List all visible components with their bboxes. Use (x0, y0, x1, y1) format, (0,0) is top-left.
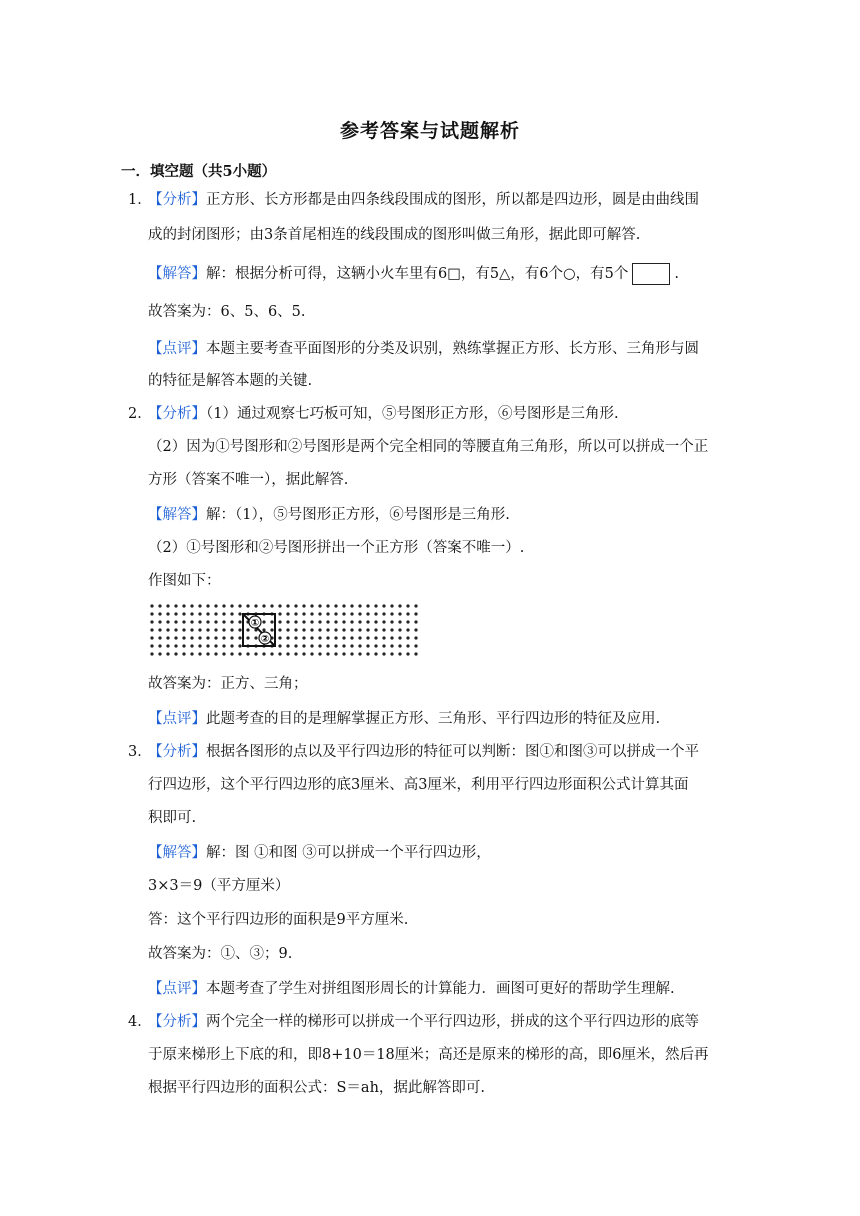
grid-dot (150, 612, 153, 615)
grid-dot (406, 620, 409, 623)
grid-dot (414, 652, 417, 655)
grid-dot (382, 612, 385, 615)
grid-dot (334, 636, 337, 639)
grid-dot (334, 644, 337, 647)
grid-dot (198, 604, 201, 607)
grid-dot (214, 612, 217, 615)
grid-dot (286, 636, 289, 639)
grid-dot (182, 628, 185, 631)
grid-dot (214, 604, 217, 607)
grid-dot (174, 612, 177, 615)
q3-number: 3． (128, 744, 152, 760)
grid-dot (182, 612, 185, 615)
fig-label-2: ② (260, 634, 270, 645)
q3-comment-text-1: 本题考查了学生对拼组图形周长的计算能力．画图可更好的帮助学生理解. (206, 981, 675, 997)
grid-dot (190, 644, 193, 647)
grid-dot (150, 636, 153, 639)
grid-dot (390, 652, 393, 655)
grid-dot (350, 636, 353, 639)
q1-comment-text-1: 本题主要考查平面图形的分类及识别，熟练掌握正方形、长方形、三角形与圆 (206, 341, 699, 357)
grid-dot (158, 644, 161, 647)
grid-dot (150, 620, 153, 623)
grid-dot (414, 612, 417, 615)
grid-dot (310, 604, 313, 607)
grid-dot (158, 652, 161, 655)
grid-dot (366, 620, 369, 623)
grid-dot (238, 612, 241, 615)
q2-answer-line-1 (148, 505, 510, 525)
grid-dot (230, 628, 233, 631)
grid-dot (254, 652, 257, 655)
grid-dot (358, 644, 361, 647)
grid-dot (390, 644, 393, 647)
page-title: 参考答案与试题解析 (339, 120, 520, 142)
grid-dot (326, 604, 329, 607)
grid-dot (382, 628, 385, 631)
q3-analysis-text-3: 积即可. (148, 810, 197, 826)
grid-dot (382, 652, 385, 655)
grid-dot (374, 620, 377, 623)
q2-draw-label: 作图如下： (148, 573, 221, 589)
grid-dot (318, 612, 321, 615)
grid-dot (174, 652, 177, 655)
grid-dot (182, 652, 185, 655)
grid-dot (262, 620, 265, 623)
grid-dot (158, 628, 161, 631)
grid-dot (358, 652, 361, 655)
grid-dot (318, 644, 321, 647)
grid-dot (182, 604, 185, 607)
q4-number: 4． (128, 1014, 152, 1030)
grid-dot (198, 652, 201, 655)
grid-dot (174, 636, 177, 639)
grid-dot (358, 604, 361, 607)
grid-dot (262, 652, 265, 655)
grid-dot (238, 620, 241, 623)
grid-dot (182, 636, 185, 639)
grid-dot (190, 612, 193, 615)
grid-dot (262, 604, 265, 607)
grid-dot (294, 644, 297, 647)
grid-dot (318, 620, 321, 623)
section-heading: 一．填空题（共5小题） (121, 163, 277, 180)
grid-dot (238, 652, 241, 655)
grid-dot (382, 644, 385, 647)
q3-analysis-text-2: 行四边形，这个平行四边形的底3厘米、高3厘米，利用平行四边形面积公式计算其面 (148, 777, 689, 793)
q2-analysis-tag: 【分析】 (148, 406, 206, 422)
grid-dot (214, 636, 217, 639)
grid-dot (310, 620, 313, 623)
grid-dot (398, 636, 401, 639)
grid-dot (230, 652, 233, 655)
grid-dot (150, 644, 153, 647)
grid-dot (318, 604, 321, 607)
grid-dot (350, 604, 353, 607)
grid-dot (182, 620, 185, 623)
dot-grid-svg (148, 600, 424, 662)
grid-dot (302, 612, 305, 615)
grid-dot (406, 628, 409, 631)
grid-dot (198, 636, 201, 639)
grid-dot (278, 628, 281, 631)
grid-dot (230, 612, 233, 615)
grid-dot (166, 604, 169, 607)
grid-dot (350, 644, 353, 647)
q2-comment-line-1 (148, 709, 660, 729)
grid-dot (414, 628, 417, 631)
grid-dot (334, 620, 337, 623)
grid-dot (310, 652, 313, 655)
grid-dot (286, 652, 289, 655)
grid-dot (326, 628, 329, 631)
grid-dot (166, 628, 169, 631)
q4-analysis-text-2: 于原来梯形上下底的和，即8+10＝18厘米；高还是原来的梯形的高，即6厘米，然后再 (148, 1047, 709, 1063)
grid-dot (230, 636, 233, 639)
q3-reply: 答：这个平行四边形的面积是9平方厘米. (148, 912, 409, 928)
grid-dot (294, 612, 297, 615)
grid-dot (382, 636, 385, 639)
grid-dot (326, 644, 329, 647)
grid-dot (390, 620, 393, 623)
q1-answer-text: 解：根据分析可得，这辆小火车里有6□，有5△，有6个○，有5个 (206, 266, 629, 282)
grid-dot (222, 636, 225, 639)
grid-dot (334, 604, 337, 607)
grid-dot (286, 612, 289, 615)
grid-dot (398, 644, 401, 647)
grid-dot (406, 604, 409, 607)
grid-dot (374, 636, 377, 639)
grid-dot (158, 636, 161, 639)
grid-dot (278, 604, 281, 607)
grid-dot (254, 636, 257, 639)
grid-dot (278, 652, 281, 655)
grid-dot (398, 652, 401, 655)
grid-dot (350, 628, 353, 631)
grid-dot (390, 636, 393, 639)
grid-dot (310, 644, 313, 647)
grid-dot (294, 604, 297, 607)
grid-dot (198, 620, 201, 623)
grid-dot (358, 636, 361, 639)
grid-dot (358, 628, 361, 631)
grid-dot (166, 644, 169, 647)
dot-grid-figure (148, 600, 424, 666)
grid-dot (398, 620, 401, 623)
grid-dot (254, 604, 257, 607)
q1-answer-tag: 【解答】 (148, 266, 206, 282)
q1-number: 1． (128, 192, 152, 208)
grid-dot (174, 644, 177, 647)
grid-dot (310, 636, 313, 639)
grid-dot (198, 612, 201, 615)
q3-calc: 3×3＝9（平方厘米） (148, 878, 290, 894)
grid-dot (222, 652, 225, 655)
q2-comment-text-1: 此题考查的目的是理解掌握正方形、三角形、平行四边形的特征及应用. (206, 711, 661, 727)
grid-dot (326, 612, 329, 615)
grid-dot (230, 620, 233, 623)
grid-dot (310, 628, 313, 631)
grid-dot (342, 612, 345, 615)
grid-dot (286, 604, 289, 607)
q3-result: 故答案为：①、③；9. (148, 946, 293, 962)
q3-answer-line-1 (148, 843, 491, 863)
q1-comment-text-2: 的特征是解答本题的关键. (148, 373, 313, 389)
q2-answer-text-2: （2）①号图形和②号图形拼出一个正方形（答案不唯一）. (148, 540, 525, 556)
q4-analysis-line-1 (128, 1012, 699, 1032)
grid-dot (414, 604, 417, 607)
q1-analysis-text-2: 成的封闭图形；由3条首尾相连的线段围成的图形叫做三角形，据此即可解答. (148, 227, 641, 243)
grid-dot (238, 604, 241, 607)
grid-dot (318, 636, 321, 639)
grid-dot (294, 652, 297, 655)
grid-dot (238, 628, 241, 631)
q1-analysis-text-1: 正方形、长方形都是由四条线段围成的图形，所以都是四边形，圆是由曲线围 (206, 192, 699, 208)
grid-dot (190, 636, 193, 639)
grid-dot (230, 604, 233, 607)
grid-dot (334, 652, 337, 655)
grid-dot (406, 636, 409, 639)
grid-dot (342, 652, 345, 655)
q3-analysis-line-1 (128, 742, 699, 762)
grid-dot (206, 620, 209, 623)
grid-dot (206, 612, 209, 615)
grid-dot (150, 604, 153, 607)
grid-dot (214, 628, 217, 631)
grid-dot (334, 612, 337, 615)
grid-dot (222, 604, 225, 607)
grid-dot (262, 628, 265, 631)
grid-dot (326, 620, 329, 623)
grid-dot (198, 644, 201, 647)
grid-dot (318, 628, 321, 631)
grid-dot (286, 628, 289, 631)
grid-dot (366, 652, 369, 655)
grid-dot (406, 652, 409, 655)
grid-dot (342, 628, 345, 631)
grid-dot (166, 620, 169, 623)
grid-dot (206, 652, 209, 655)
grid-dot (366, 612, 369, 615)
grid-dot (390, 612, 393, 615)
q3-comment-line-1 (148, 979, 675, 999)
q3-analysis-text-1: 根据各图形的点以及平行四边形的特征可以判断：图①和图③可以拼成一个平 (206, 744, 699, 760)
grid-dot (374, 628, 377, 631)
grid-dot (166, 612, 169, 615)
grid-dot (174, 628, 177, 631)
grid-dot (270, 604, 273, 607)
grid-dot (214, 620, 217, 623)
q1-result: 故答案为：6、5、6、5. (148, 304, 306, 320)
grid-dot (302, 620, 305, 623)
q2-analysis-line-1 (128, 404, 619, 424)
grid-dot (374, 604, 377, 607)
grid-dot (294, 628, 297, 631)
grid-dot (214, 652, 217, 655)
grid-dot (374, 652, 377, 655)
grid-dot (302, 652, 305, 655)
grid-dot (350, 620, 353, 623)
q1-analysis-tag: 【分析】 (148, 192, 206, 208)
grid-dot (206, 636, 209, 639)
grid-dot (222, 628, 225, 631)
grid-dot (174, 604, 177, 607)
grid-dot (286, 620, 289, 623)
grid-dot (246, 652, 249, 655)
q2-answer-tag: 【解答】 (148, 507, 206, 523)
grid-dot (358, 612, 361, 615)
grid-dot (286, 644, 289, 647)
grid-dot (374, 644, 377, 647)
q2-comment-tag: 【点评】 (148, 711, 206, 727)
grid-dot (366, 644, 369, 647)
q1-answer-end: . (674, 266, 680, 282)
q3-answer-text-1: 解：图 ①和图 ③可以拼成一个平行四边形， (206, 845, 491, 861)
q1-comment-tag: 【点评】 (148, 341, 206, 357)
grid-dot (190, 620, 193, 623)
grid-dot (182, 644, 185, 647)
grid-dot (246, 628, 249, 631)
grid-dot (190, 604, 193, 607)
blank-rectangle (632, 263, 670, 285)
grid-dot (414, 620, 417, 623)
grid-dot (206, 604, 209, 607)
grid-dot (326, 636, 329, 639)
grid-dot (302, 636, 305, 639)
grid-dot (414, 644, 417, 647)
grid-dot (174, 620, 177, 623)
grid-dot (278, 620, 281, 623)
grid-dot (414, 636, 417, 639)
grid-dot (198, 628, 201, 631)
grid-dot (150, 628, 153, 631)
q4-analysis-text-1: 两个完全一样的梯形可以拼成一个平行四边形，拼成的这个平行四边形的底等 (206, 1014, 699, 1030)
grid-dot (190, 652, 193, 655)
grid-dot (278, 644, 281, 647)
grid-dot (222, 612, 225, 615)
grid-dot (406, 612, 409, 615)
grid-dot (206, 628, 209, 631)
q3-analysis-tag: 【分析】 (148, 744, 206, 760)
grid-dot (326, 652, 329, 655)
q2-answer-text-1: 解：（1），⑤号图形正方形，⑥号图形是三角形. (206, 507, 510, 523)
grid-dot (222, 620, 225, 623)
grid-dot (190, 628, 193, 631)
grid-dot (278, 612, 281, 615)
grid-dot (382, 604, 385, 607)
grid-dot (350, 612, 353, 615)
grid-dot (166, 636, 169, 639)
grid-dot (358, 620, 361, 623)
grid-dot (342, 644, 345, 647)
grid-dot (382, 620, 385, 623)
q2-number: 2． (128, 406, 152, 422)
grid-dot (366, 628, 369, 631)
q4-analysis-text-3: 根据平行四边形的面积公式：S＝ah，据此解答即可. (148, 1080, 486, 1096)
grid-dot (214, 644, 217, 647)
grid-dot (270, 620, 273, 623)
grid-dot (374, 612, 377, 615)
grid-dot (158, 620, 161, 623)
q1-analysis-line-1 (128, 190, 699, 210)
grid-dot (342, 620, 345, 623)
grid-dot (350, 652, 353, 655)
grid-dot (150, 652, 153, 655)
grid-dot (342, 636, 345, 639)
grid-dot (390, 604, 393, 607)
grid-dot (406, 644, 409, 647)
grid-dot (246, 636, 249, 639)
grid-dot (398, 604, 401, 607)
grid-dot (294, 636, 297, 639)
grid-dot (302, 644, 305, 647)
grid-dot (158, 604, 161, 607)
grid-dot (270, 652, 273, 655)
grid-dot (398, 612, 401, 615)
grid-dot (270, 628, 273, 631)
grid-dot (238, 636, 241, 639)
grid-dot (390, 628, 393, 631)
q2-analysis-text-2: （2）因为①号图形和②号图形是两个完全相同的等腰直角三角形，所以可以拼成一个正 (148, 439, 709, 455)
grid-dot (166, 652, 169, 655)
grid-dot (302, 604, 305, 607)
q2-analysis-text-3: 方形（答案不唯一），据此解答. (148, 472, 349, 488)
grid-dot (230, 644, 233, 647)
grid-dot (302, 628, 305, 631)
q3-answer-tag: 【解答】 (148, 845, 206, 861)
q3-comment-tag: 【点评】 (148, 981, 206, 997)
grid-dot (398, 628, 401, 631)
grid-dot (238, 644, 241, 647)
grid-dot (342, 604, 345, 607)
grid-dot (206, 644, 209, 647)
q4-analysis-tag: 【分析】 (148, 1014, 206, 1030)
grid-dot (278, 636, 281, 639)
grid-dot (318, 652, 321, 655)
grid-dot (310, 612, 313, 615)
grid-dot (366, 636, 369, 639)
fig-label-1: ① (250, 618, 260, 629)
q1-answer-line (148, 263, 679, 285)
grid-dot (366, 604, 369, 607)
grid-dot (294, 620, 297, 623)
grid-dot (222, 644, 225, 647)
q1-comment-line-1 (148, 339, 699, 359)
grid-dot (334, 628, 337, 631)
q2-analysis-text-1: （1）通过观察七巧板可知，⑤号图形正方形，⑥号图形是三角形. (206, 406, 619, 422)
grid-dot (246, 604, 249, 607)
q2-result: 故答案为：正方、三角； (148, 676, 308, 692)
grid-dot (158, 612, 161, 615)
grid-dots (150, 604, 417, 655)
